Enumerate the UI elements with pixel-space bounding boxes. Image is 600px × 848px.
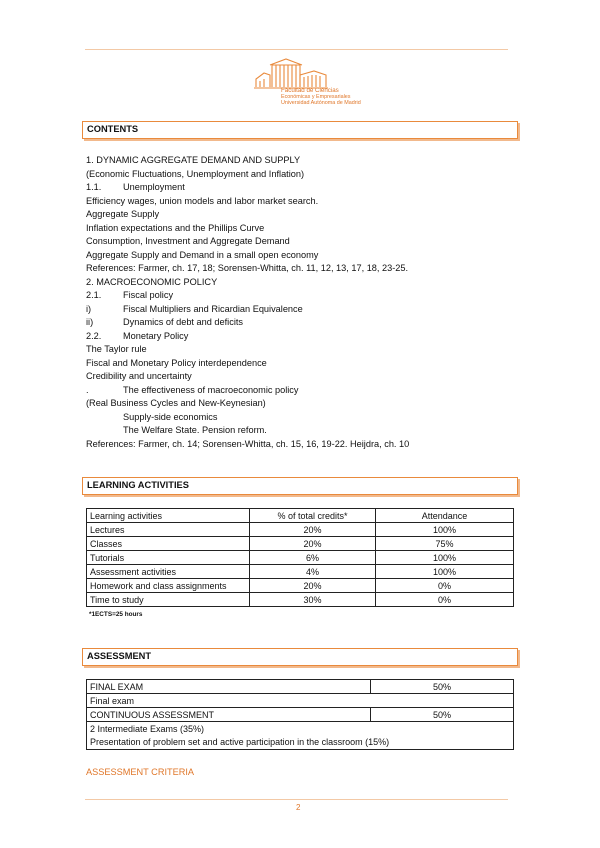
contents-heading: CONTENTS — [82, 121, 518, 139]
table-row — [87, 537, 514, 551]
assessment-heading: ASSESSMENT — [82, 648, 518, 666]
contents-line: i) Fiscal Multipliers and Ricardian Equivalence — [86, 303, 303, 314]
assessment-table — [86, 679, 514, 750]
table-cell: Classes — [87, 537, 250, 551]
table-cell: 4% — [250, 565, 376, 579]
contents-line: Inflation expectations and the Phillips Curve — [86, 222, 265, 233]
table-header-row — [87, 509, 514, 523]
logo-line-2: Económicas y Empresariales — [281, 94, 351, 101]
contents-line: References: Farmer, ch. 14; Sorensen-Whitta, ch. 15, 16, 19-22. Heijdra, ch. 10 — [86, 438, 410, 449]
contents-line: Aggregate Supply — [86, 209, 160, 219]
contents-line: 1. DYNAMIC AGGREGATE DEMAND AND SUPPLY — [86, 155, 301, 165]
table-row — [87, 579, 514, 593]
contents-line: References: Farmer, ch. 17, 18; Sorensen-Whitta, ch. 11, 12, 13, 17, 18, 23-25. — [86, 263, 409, 273]
continuous-assessment-detail — [87, 722, 514, 750]
contents-line: ii) Dynamics of debt and deficits — [86, 317, 244, 327]
table-cell: 6% — [250, 551, 376, 565]
continuous-detail-line: Presentation of problem set and active participation in the classroom (15%) — [90, 736, 390, 747]
contents-line: 2. MACROECONOMIC POLICY — [86, 276, 218, 287]
contents-line: 2.2. Monetary Policy — [86, 330, 189, 341]
ects-footnote: *1ECTS=25 hours — [89, 611, 143, 618]
table-cell: 20% — [250, 523, 376, 537]
contents-line: 2.1. Fiscal policy — [86, 290, 174, 300]
assessment-criteria-heading: ASSESSMENT CRITERIA — [86, 767, 195, 777]
final-exam-label: FINAL EXAM — [87, 680, 371, 694]
learning-activities-table — [86, 508, 514, 607]
table-header-cell: % of total credits* — [250, 509, 376, 523]
table-cell: 100% — [376, 565, 514, 579]
table-cell: Assessment activities — [87, 565, 250, 579]
contents-line: The Welfare State. Pension reform. — [123, 425, 267, 435]
contents-line: . The effectiveness of macroeconomic policy — [86, 384, 299, 395]
table-cell: 0% — [376, 579, 514, 593]
contents-line: Efficiency wages, union models and labor market search. — [86, 195, 319, 206]
table-header-cell: Attendance — [376, 509, 514, 523]
contents-list — [86, 154, 516, 451]
contents-line: Fiscal and Monetary Policy interdependence — [86, 357, 267, 368]
header-rule — [85, 49, 508, 50]
table-cell: Time to study — [87, 593, 250, 607]
table-header-cell: Learning activities — [87, 509, 250, 523]
continuous-detail-line: 2 Intermediate Exams (35%) — [90, 723, 205, 734]
continuous-assessment-weight: 50% — [371, 708, 514, 722]
table-cell: Lectures — [87, 523, 250, 537]
faculty-logo-text — [281, 88, 361, 107]
table-cell: 0% — [376, 593, 514, 607]
table-cell: 75% — [376, 537, 514, 551]
table-row — [87, 708, 514, 722]
contents-line: The Taylor rule — [86, 344, 147, 354]
contents-line: Credibility and uncertainty — [86, 371, 192, 381]
table-row — [87, 523, 514, 537]
contents-line: (Real Business Cycles and New-Keynesian) — [86, 398, 266, 408]
logo-line-1: Facultad de Ciencias — [281, 87, 339, 94]
contents-line: Supply-side economics — [123, 411, 218, 422]
contents-line: Consumption, Investment and Aggregate Demand — [86, 236, 290, 246]
table-row — [87, 551, 514, 565]
table-row — [87, 565, 514, 579]
table-row — [87, 694, 514, 708]
final-exam-weight: 50% — [371, 680, 514, 694]
table-row — [87, 722, 514, 750]
footer-rule — [85, 799, 508, 800]
continuous-assessment-label: CONTINUOUS ASSESSMENT — [87, 708, 371, 722]
final-exam-detail: Final exam — [87, 694, 514, 708]
learning-activities-heading: LEARNING ACTIVITIES — [82, 477, 518, 495]
table-cell: 100% — [376, 551, 514, 565]
table-cell: Tutorials — [87, 551, 250, 565]
table-cell: 30% — [250, 593, 376, 607]
table-row — [87, 593, 514, 607]
contents-line: Aggregate Supply and Demand in a small open economy — [86, 249, 319, 260]
table-cell: Homework and class assignments — [87, 579, 250, 593]
contents-line: (Economic Fluctuations, Unemployment and Inflation) — [86, 168, 305, 179]
table-row — [87, 680, 514, 694]
table-cell: 20% — [250, 537, 376, 551]
table-cell: 100% — [376, 523, 514, 537]
logo-line-3: Universidad Autónoma de Madrid — [281, 100, 361, 107]
contents-line: 1.1. Unemployment — [86, 182, 185, 192]
page-number: 2 — [296, 803, 301, 812]
table-cell: 20% — [250, 579, 376, 593]
